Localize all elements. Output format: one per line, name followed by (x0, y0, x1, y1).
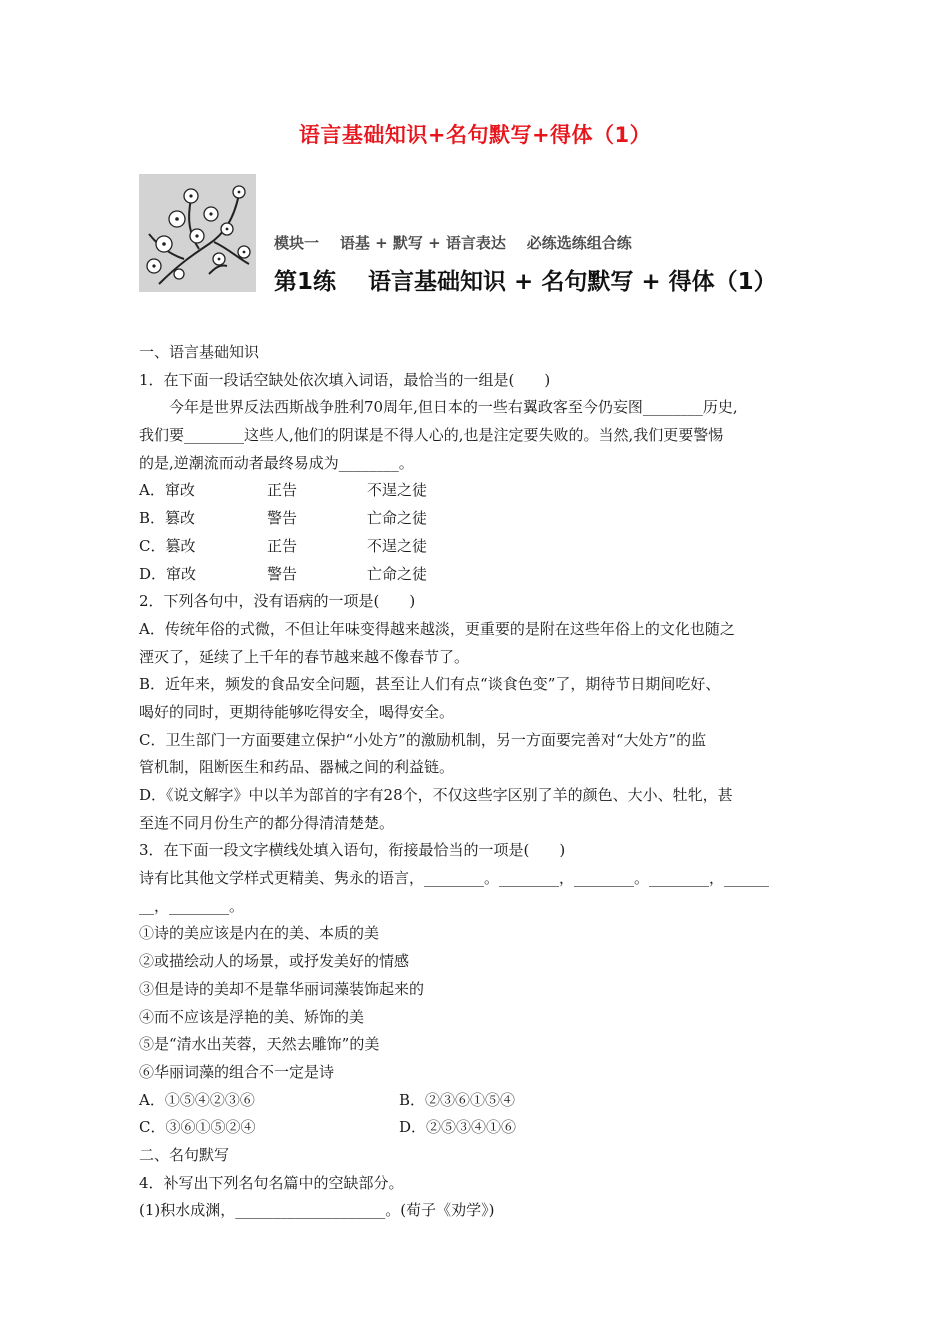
option-line: 湮灭了，延续了上千年的春节越来越不像春节了。 (139, 647, 470, 666)
list-item: ④而不应该是浮艳的美、矫饰的美 (139, 1007, 365, 1026)
option-line: C．卫生部门一方面要建立保护“小处方”的激励机制，另一方面要完善对“大处方”的监 (139, 730, 707, 749)
answer-option: D．窜改 警告 亡命之徒 (139, 564, 428, 583)
answer-option: C．③⑥①⑤②④ D．②⑤③④①⑥ (139, 1118, 517, 1137)
answer-option: B．篡改 警告 亡命之徒 (139, 509, 428, 528)
document-title: 语言基础知识+名句默写+得体（1） (298, 123, 652, 147)
option-line: 管机制，阻断医生和药品、器械之间的利益链。 (139, 758, 455, 777)
option-line: 喝好的同时，更期待能够吃得安全，喝得安全。 (139, 702, 455, 721)
section-heading: 二、名句默写 (139, 1145, 230, 1164)
fill-blank-item: (1)积水成渊，____________________。(荀子《劝学》) (139, 1201, 495, 1220)
answer-option: A．①⑤④②③⑥ B．②③⑥①⑤④ (139, 1090, 516, 1109)
question-stem: 4．补写出下列名句名篇中的空缺部分。 (139, 1173, 404, 1192)
paragraph-line: __，________。 (139, 896, 245, 915)
banner-heading: 第1练 语言基础知识 + 名句默写 + 得体（1） (274, 269, 777, 295)
list-item: ⑤是“清水出芙蓉，天然去雕饰”的美 (139, 1035, 380, 1054)
list-item: ①诗的美应该是内在的美、本质的美 (139, 924, 380, 943)
banner-subtitle: 模块一 语基 + 默写 + 语言表达 必练选练组合练 (274, 234, 632, 252)
list-item: ⑥华丽词藻的组合不一定是诗 (139, 1062, 335, 1081)
plum-blossom-icon (139, 174, 256, 292)
question-stem: 3．在下面一段文字横线处填入语句，衔接最恰当的一项是( ) (139, 841, 566, 860)
plum-blossom-illustration (139, 174, 256, 292)
question-stem: 2．下列各句中，没有语病的一项是( ) (139, 592, 416, 611)
question-stem: 1．在下面一段话空缺处依次填入词语，最恰当的一组是( ) (139, 370, 551, 389)
option-line: B．近年来，频发的食品安全问题，甚至让人们有点“谈食色变”了，期待节日期间吃好、 (139, 675, 721, 694)
option-line: A．传统年俗的式微，不但让年味变得越来越淡，更重要的是附在这些年俗上的文化也随之 (139, 619, 735, 638)
document-body (139, 339, 814, 1225)
answer-option: A．窜改 正告 不逞之徒 (139, 481, 428, 500)
option-line: D．《说文解字》中以羊为部首的字有28个，不仅这些字区别了羊的颜色、大小、牡牝，甚 (139, 786, 733, 804)
paragraph-line: 今年是世界反法西斯战争胜利70周年,但日本的一些右翼政客至今仍妄图________历史, (169, 398, 738, 417)
paragraph-line: 的是,逆潮流而动者最终易成为________。 (139, 453, 414, 472)
option-line: 至连不同月份生产的都分得清清楚楚。 (139, 813, 395, 832)
list-item: ③但是诗的美却不是靠华丽词藻装饰起来的 (139, 979, 425, 998)
paragraph-line: 我们要________这些人,他们的阴谋是不得人心的,也是注定要失败的。当然,我们更要警惕 (139, 426, 724, 445)
section-heading: 一、语言基础知识 (139, 343, 260, 361)
paragraph-line: 诗有比其他文学样式更精美、隽永的语言，________。________，________。________，______ (139, 869, 770, 888)
list-item: ②或描绘动人的场景，或抒发美好的情感 (139, 952, 410, 971)
answer-option: C．篡改 正告 不逞之徒 (139, 536, 428, 555)
